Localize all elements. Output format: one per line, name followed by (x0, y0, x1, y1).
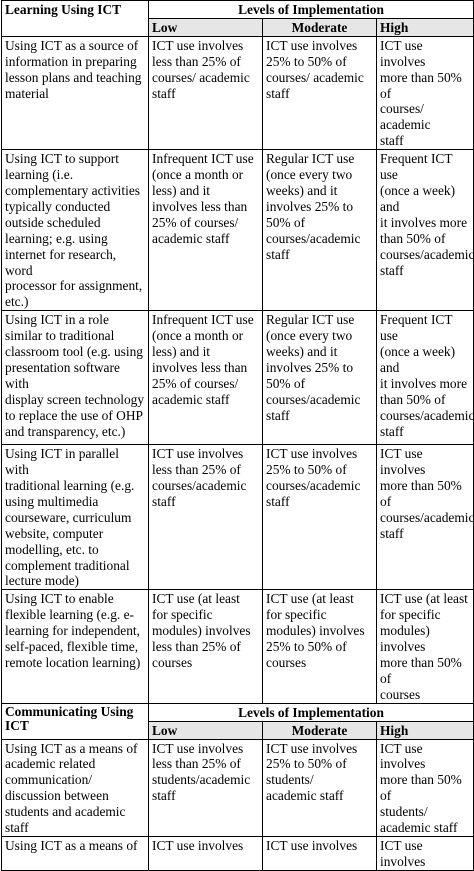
moderate-cell: Regular ICT use (once every two weeks) and it involves 25% to 50% of courses/academic staff (263, 311, 377, 445)
section2-col-moderate: Moderate (263, 721, 377, 739)
moderate-cell: ICT use involves 25% to 50% of students/ academic staff (263, 739, 377, 836)
table-row (2, 311, 474, 445)
low-cell: ICT use involves less than 25% of students/academic staff (149, 739, 263, 836)
moderate-cell: ICT use (at least for specific modules) involves 25% to 50% of courses (263, 590, 377, 703)
section2-title: Communicating Using ICT (2, 703, 149, 739)
high-cell: ICT use involves more than 50% of courses/ academic staff (377, 36, 474, 149)
moderate-cell: ICT use involves 25% to 50% of courses/ academic staff (263, 36, 377, 149)
section2-col-high: High (377, 721, 474, 739)
section1-levels-header: Levels of Implementation (149, 1, 474, 19)
high-cell: ICT use involves more than 50% of courses/academic staff (377, 445, 474, 590)
high-cell: ICT use involves more than 50% of students/ academic staff (377, 739, 474, 836)
high-cell: ICT use (at least for specific modules) involves more than 50% of courses (377, 590, 474, 703)
activity-cell: Using ICT to support learning (i.e. complementary activities typically conducted outside scheduled learning; e.g. using internet for research, word processor for assignment, etc.) (2, 150, 149, 311)
moderate-cell: Regular ICT use (once every two weeks) and it involves 25% to 50% of courses/academic staff (263, 150, 377, 311)
table-row (2, 445, 474, 590)
table-row (2, 150, 474, 311)
section1-col-high: High (377, 18, 474, 36)
activity-cell: Using ICT in parallel with traditional learning (e.g. using multimedia courseware, curriculum website, computer modelling, etc. to complement traditional lecture mode) (2, 445, 149, 590)
section1-col-moderate: Moderate (263, 18, 377, 36)
moderate-cell: ICT use involves 25% to 50% of courses/academic staff (263, 445, 377, 590)
high-cell: Frequent ICT use (once a week) and it involves more than 50% of courses/academic staff (377, 311, 474, 445)
table-row (2, 739, 474, 836)
activity-cell: Using ICT as a means of academic related communication/ discussion between students and academic staff (2, 739, 149, 836)
section1-header-row (2, 1, 474, 19)
moderate-cell: ICT use involves (263, 836, 377, 870)
low-cell: Infrequent ICT use (once a month or less) and it involves less than 25% of courses/ academic staff (149, 150, 263, 311)
ict-implementation-table (1, 0, 474, 871)
high-cell: Frequent ICT use (once a week) and it involves more than 50% of courses/academic staff (377, 150, 474, 311)
section2-header-row (2, 703, 474, 721)
activity-cell: Using ICT to enable flexible learning (e.g. e- learning for independent, self-paced, flexible time, remote location learning) (2, 590, 149, 703)
activity-cell: Using ICT as a source of information in preparing lesson plans and teaching material (2, 36, 149, 149)
table-row (2, 836, 474, 870)
low-cell: ICT use involves (149, 836, 263, 870)
high-cell: ICT use involves (377, 836, 474, 870)
section2-levels-header: Levels of Implementation (149, 703, 474, 721)
low-cell: ICT use involves less than 25% of courses/academic staff (149, 445, 263, 590)
low-cell: ICT use (at least for specific modules) involves less than 25% of courses (149, 590, 263, 703)
section2-col-low: Low (149, 721, 263, 739)
low-cell: Infrequent ICT use (once a month or less) and it involves less than 25% of courses/ academic staff (149, 311, 263, 445)
activity-cell: Using ICT in a role similar to traditional classroom tool (e.g. using presentation software with display screen technology to replace the use of OHP and transparency, etc.) (2, 311, 149, 445)
table-row (2, 590, 474, 703)
section1-col-low: Low (149, 18, 263, 36)
activity-cell: Using ICT as a means of (2, 836, 149, 870)
section1-title: Learning Using ICT (2, 1, 149, 37)
table-row (2, 36, 474, 149)
low-cell: ICT use involves less than 25% of courses/ academic staff (149, 36, 263, 149)
